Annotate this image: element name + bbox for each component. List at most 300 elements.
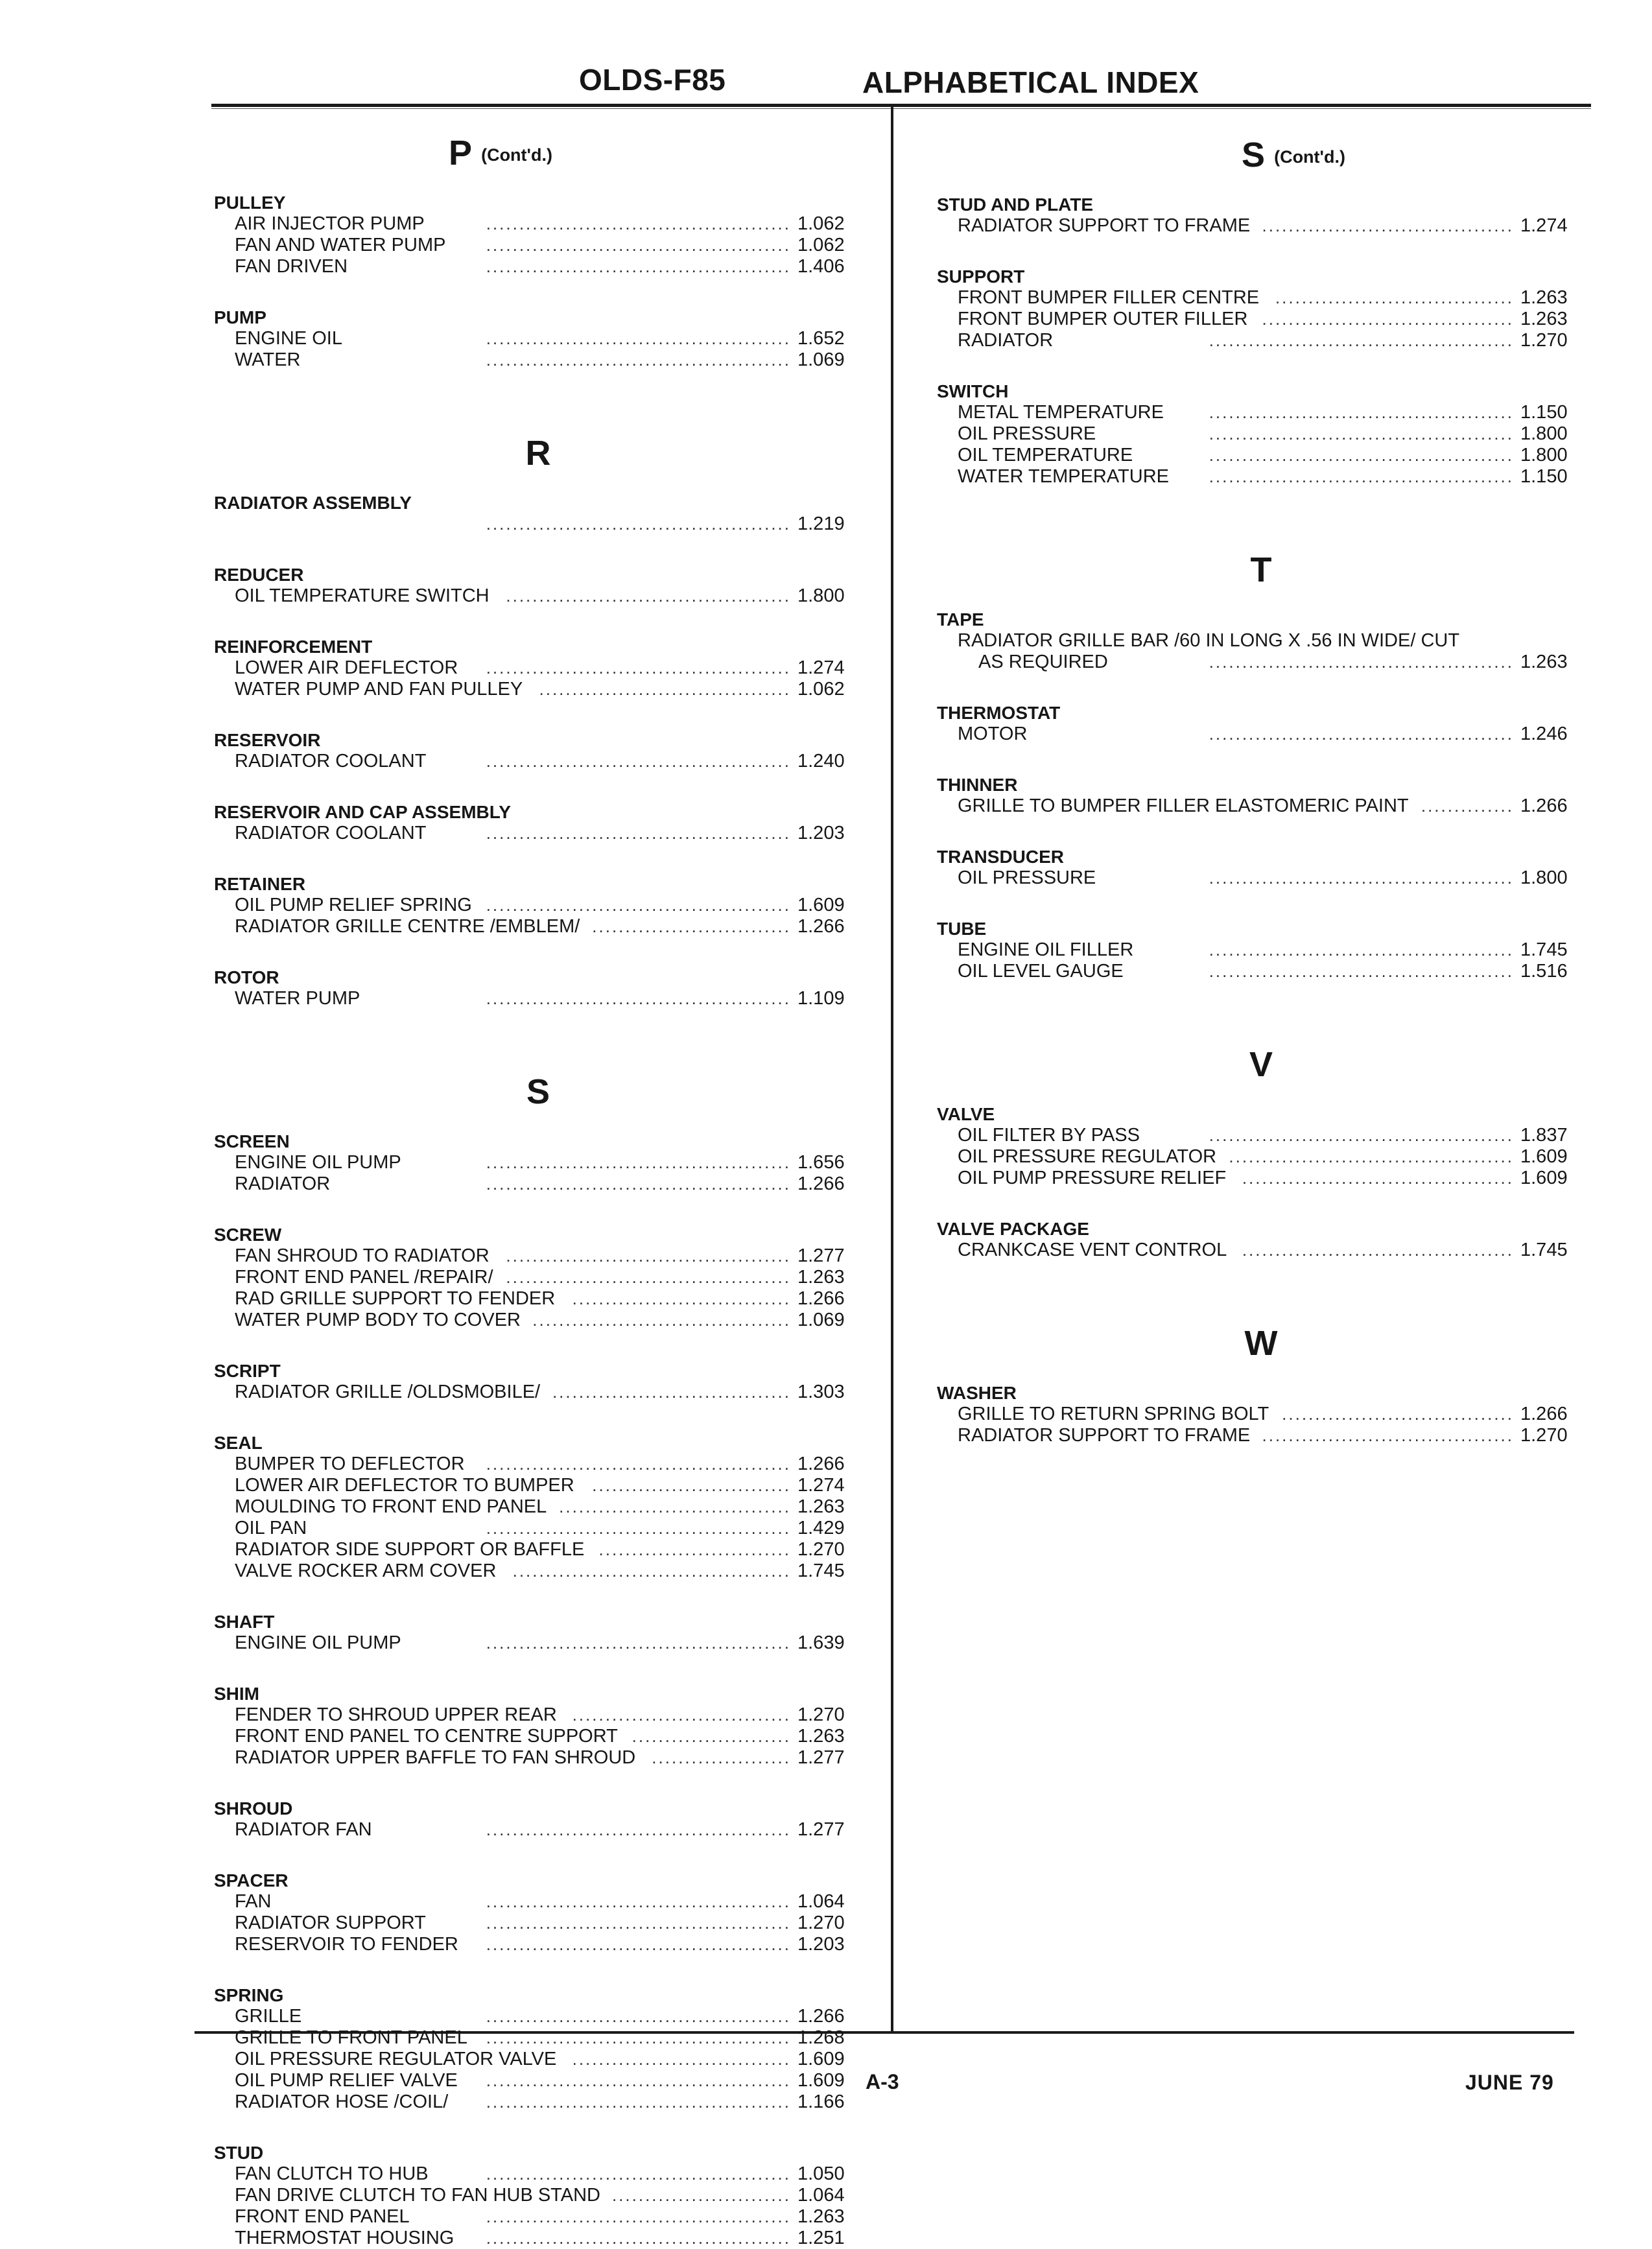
index-group bbox=[214, 1985, 862, 2113]
entry-label: RAD GRILLE SUPPORT TO FENDER bbox=[235, 1288, 556, 1309]
index-group bbox=[214, 493, 862, 535]
entry-label: ENGINE OIL PUMP bbox=[235, 1632, 401, 1653]
index-entry bbox=[937, 1125, 1585, 1146]
leader-dots: ...................................... bbox=[1262, 1426, 1514, 1445]
index-entry bbox=[214, 2049, 862, 2070]
index-entry bbox=[214, 1819, 862, 1841]
index-entry bbox=[214, 2070, 862, 2091]
group-title: PUMP bbox=[214, 307, 266, 327]
index-group bbox=[937, 847, 1585, 889]
section-spacer bbox=[214, 1009, 862, 1072]
index-entry bbox=[214, 823, 862, 844]
group-spacer bbox=[214, 937, 862, 967]
entry-page-number: 1.800 bbox=[1520, 445, 1568, 465]
group-title: THERMOSTAT bbox=[937, 703, 1061, 723]
group-title: SCRIPT bbox=[214, 1361, 281, 1381]
entry-label: BUMPER TO DEFLECTOR bbox=[235, 1454, 465, 1474]
index-group bbox=[214, 1361, 862, 1403]
header-right-title: ALPHABETICAL INDEX bbox=[862, 65, 1199, 99]
entry-page-number: 1.203 bbox=[797, 823, 845, 843]
leader-dots: ....................................... bbox=[532, 1310, 791, 1330]
entry-page-number: 1.303 bbox=[797, 1382, 845, 1402]
entry-page-number: 1.429 bbox=[797, 1518, 845, 1538]
leader-dots: .............................................. bbox=[486, 2007, 791, 2026]
leader-dots: ................................. bbox=[572, 2049, 791, 2069]
entry-label: FENDER TO SHROUD UPPER REAR bbox=[235, 1704, 557, 1725]
leader-dots: ......................................... bbox=[1242, 1240, 1514, 1260]
entry-page-number: 1.203 bbox=[797, 1934, 845, 1955]
index-entry bbox=[214, 1726, 862, 1747]
entry-page-number: 1.270 bbox=[797, 1704, 845, 1725]
right-index-column bbox=[937, 135, 1585, 1446]
entry-page-number: 1.266 bbox=[1520, 1404, 1568, 1424]
entry-page-number: 1.069 bbox=[797, 1310, 845, 1330]
index-entry bbox=[214, 1747, 862, 1769]
index-entry bbox=[214, 2228, 862, 2249]
section-letter-text: S bbox=[526, 1072, 550, 1111]
group-title: RADIATOR ASSEMBLY bbox=[214, 493, 412, 513]
section-spacer bbox=[937, 982, 1585, 1044]
index-entry bbox=[214, 328, 862, 349]
entry-page-number: 1.219 bbox=[797, 513, 845, 534]
leader-dots: ........................................... bbox=[506, 586, 791, 606]
entry-label: RADIATOR bbox=[958, 330, 1054, 351]
entry-page-number: 1.745 bbox=[797, 1560, 845, 1581]
entry-label: AS REQUIRED bbox=[978, 652, 1108, 672]
leader-dots: .............................................. bbox=[486, 1454, 791, 1474]
index-group bbox=[937, 1383, 1585, 1446]
entry-page-number: 1.800 bbox=[1520, 423, 1568, 444]
entry-page-number: 1.609 bbox=[1520, 1146, 1568, 1167]
entry-page-number: 1.277 bbox=[797, 1747, 845, 1768]
index-entry bbox=[214, 1288, 862, 1310]
leader-dots: .............................................. bbox=[486, 658, 791, 677]
index-entry bbox=[214, 679, 862, 700]
section-letter-text: S bbox=[1242, 135, 1266, 174]
entry-label: FAN SHROUD TO RADIATOR bbox=[235, 1245, 490, 1266]
entry-page-number: 1.745 bbox=[1520, 1240, 1568, 1260]
leader-dots: ............................. bbox=[598, 1540, 791, 1559]
entry-label: RADIATOR SUPPORT TO FRAME bbox=[958, 1425, 1251, 1446]
index-group bbox=[214, 874, 862, 937]
section-spacer bbox=[937, 488, 1585, 550]
entry-label: FAN DRIVE CLUTCH TO FAN HUB STAND bbox=[235, 2185, 600, 2206]
index-entry bbox=[214, 235, 862, 256]
left-index-column bbox=[214, 133, 862, 2249]
leader-dots: ................................... bbox=[1282, 1404, 1514, 1424]
entry-label: OIL FILTER BY PASS bbox=[958, 1125, 1140, 1146]
group-spacer bbox=[214, 607, 862, 637]
section-letter bbox=[937, 1044, 1585, 1085]
entry-page-number: 1.800 bbox=[797, 585, 845, 606]
index-entry bbox=[214, 657, 862, 679]
section-spacer bbox=[214, 371, 862, 433]
group-title: SCREEN bbox=[214, 1131, 290, 1151]
group-spacer bbox=[214, 1841, 862, 1870]
entry-label: OIL PUMP PRESSURE RELIEF bbox=[958, 1168, 1227, 1188]
leader-dots: ................................. bbox=[572, 1705, 791, 1725]
entry-label: OIL TEMPERATURE SWITCH bbox=[235, 585, 490, 606]
index-group bbox=[214, 1684, 862, 1769]
entry-page-number: 1.263 bbox=[1520, 287, 1568, 308]
entry-page-number: 1.263 bbox=[797, 1496, 845, 1517]
leader-dots: .................................... bbox=[552, 1382, 791, 1402]
entry-page-number: 1.150 bbox=[1520, 402, 1568, 423]
entry-page-number: 1.274 bbox=[1520, 215, 1568, 236]
entry-page-number: 1.274 bbox=[797, 1475, 845, 1496]
entry-label: ENGINE OIL bbox=[235, 328, 342, 349]
leader-dots: .............................................. bbox=[486, 257, 791, 276]
index-entry bbox=[214, 2027, 862, 2049]
entry-label: OIL PRESSURE REGULATOR VALVE bbox=[235, 2049, 557, 2069]
leader-dots: ...................................... bbox=[1262, 309, 1514, 329]
leader-dots: .............................................. bbox=[1209, 424, 1514, 443]
entry-page-number: 1.270 bbox=[797, 1913, 845, 1933]
index-group bbox=[214, 1798, 862, 1841]
index-entry bbox=[214, 1267, 862, 1288]
leader-dots: .............................................. bbox=[1209, 652, 1514, 672]
index-entry bbox=[937, 402, 1585, 423]
group-spacer bbox=[937, 745, 1585, 775]
entry-page-number: 1.609 bbox=[797, 895, 845, 915]
leader-dots: .......................................... bbox=[512, 1561, 791, 1581]
group-title: SPACER bbox=[214, 1870, 289, 1890]
entry-page-number: 1.246 bbox=[1520, 724, 1568, 744]
entry-page-number: 1.150 bbox=[1520, 466, 1568, 487]
index-entry bbox=[214, 1454, 862, 1475]
header-left-title: OLDS-F85 bbox=[579, 63, 726, 97]
leader-dots: .............................................. bbox=[1209, 467, 1514, 486]
entry-label: RADIATOR FAN bbox=[235, 1819, 372, 1840]
index-entry bbox=[214, 1704, 862, 1726]
leader-dots: .............................................. bbox=[1209, 445, 1514, 465]
leader-dots: .............................................. bbox=[486, 2071, 791, 2090]
group-title: STUD bbox=[214, 2143, 264, 2163]
entry-page-number: 1.263 bbox=[797, 1726, 845, 1747]
section-spacer bbox=[937, 1261, 1585, 1323]
index-entry bbox=[937, 309, 1585, 330]
entry-label: OIL PAN bbox=[235, 1518, 307, 1538]
index-entry bbox=[937, 1146, 1585, 1168]
index-entry bbox=[937, 423, 1585, 445]
index-entry bbox=[214, 916, 862, 937]
group-title: RESERVOIR AND CAP ASSEMBLY bbox=[214, 802, 511, 822]
group-title: SCREW bbox=[214, 1225, 282, 1245]
group-title: SEAL bbox=[214, 1433, 263, 1453]
group-spacer bbox=[214, 1769, 862, 1798]
group-title: SWITCH bbox=[937, 381, 1009, 401]
entry-page-number: 1.109 bbox=[797, 988, 845, 1009]
section-letter bbox=[214, 433, 862, 473]
entry-label: RADIATOR SUPPORT bbox=[235, 1913, 426, 1933]
entry-page-number: 1.263 bbox=[1520, 652, 1568, 672]
index-group bbox=[214, 637, 862, 700]
entry-label: MOTOR bbox=[958, 724, 1028, 744]
index-group bbox=[214, 1225, 862, 1331]
entry-page-number: 1.270 bbox=[1520, 1425, 1568, 1446]
group-spacer bbox=[214, 277, 862, 307]
group-title: SHIM bbox=[214, 1684, 259, 1704]
group-title: ROTOR bbox=[214, 967, 279, 987]
group-spacer bbox=[214, 1195, 862, 1225]
group-title: VALVE bbox=[937, 1104, 995, 1124]
entry-page-number: 1.609 bbox=[1520, 1168, 1568, 1188]
index-entry bbox=[214, 513, 862, 535]
leader-dots: .............................................. bbox=[486, 2028, 791, 2047]
index-entry bbox=[937, 867, 1585, 889]
leader-dots: .............................................. bbox=[486, 329, 791, 348]
group-title: THINNER bbox=[937, 775, 1018, 795]
entry-page-number: 1.268 bbox=[797, 2027, 845, 2048]
entry-label: FRONT END PANEL /REPAIR/ bbox=[235, 1267, 493, 1288]
leader-dots: .............................................. bbox=[486, 1820, 791, 1839]
index-entry bbox=[214, 213, 862, 235]
entry-page-number: 1.270 bbox=[797, 1539, 845, 1560]
section-letter bbox=[937, 1323, 1585, 1363]
entry-label: WATER PUMP AND FAN PULLEY bbox=[235, 679, 523, 700]
letter-spacer bbox=[937, 1085, 1585, 1104]
index-group bbox=[937, 1219, 1585, 1261]
index-entry bbox=[937, 287, 1585, 309]
index-group bbox=[214, 2143, 862, 2249]
leader-dots: .............................................. bbox=[1209, 724, 1514, 744]
letter-spacer bbox=[214, 173, 862, 193]
index-entry bbox=[214, 895, 862, 916]
header-rule-thin bbox=[211, 108, 1591, 109]
entry-label: OIL PRESSURE bbox=[958, 867, 1096, 888]
leader-dots: ........................................... bbox=[506, 1246, 791, 1266]
index-group bbox=[937, 703, 1585, 745]
entry-page-number: 1.062 bbox=[797, 235, 845, 255]
entry-page-number: 1.263 bbox=[797, 2206, 845, 2227]
index-entry bbox=[214, 2163, 862, 2185]
entry-label: OIL LEVEL GAUGE bbox=[958, 961, 1124, 982]
index-group bbox=[214, 967, 862, 1009]
section-letter bbox=[139, 133, 862, 173]
index-entry bbox=[937, 939, 1585, 961]
leader-dots: .............................................. bbox=[486, 751, 791, 771]
section-letter-text: T bbox=[1250, 550, 1272, 589]
index-entry bbox=[214, 2091, 862, 2113]
column-divider bbox=[891, 104, 893, 2034]
section-continued: (Cont'd.) bbox=[1274, 147, 1345, 167]
entry-page-number: 1.800 bbox=[1520, 867, 1568, 888]
entry-page-number: 1.069 bbox=[797, 349, 845, 370]
leader-dots: ...................................... bbox=[1262, 216, 1514, 235]
index-group bbox=[214, 1433, 862, 1582]
entry-label: FAN DRIVEN bbox=[235, 256, 348, 277]
group-spacer bbox=[214, 2113, 862, 2143]
group-title: TUBE bbox=[937, 919, 987, 939]
entry-label: RADIATOR bbox=[235, 1173, 331, 1194]
group-spacer bbox=[214, 535, 862, 565]
letter-spacer bbox=[937, 175, 1585, 194]
group-title: PULLEY bbox=[214, 193, 286, 213]
group-spacer bbox=[214, 1955, 862, 1985]
leader-dots: .............................................. bbox=[486, 1913, 791, 1933]
entry-page-number: 1.652 bbox=[797, 328, 845, 349]
entry-label: RADIATOR GRILLE /OLDSMOBILE/ bbox=[235, 1382, 541, 1402]
letter-spacer bbox=[214, 473, 862, 493]
page-number: A-3 bbox=[866, 2070, 899, 2093]
entry-page-number: 1.266 bbox=[797, 1454, 845, 1474]
group-title: TAPE bbox=[937, 609, 984, 630]
index-group bbox=[214, 1870, 862, 1955]
index-entry bbox=[937, 961, 1585, 982]
index-group bbox=[937, 194, 1585, 237]
group-spacer bbox=[937, 673, 1585, 703]
index-group bbox=[937, 919, 1585, 982]
entry-label: RADIATOR UPPER BAFFLE TO FAN SHROUD bbox=[235, 1747, 636, 1768]
group-spacer bbox=[214, 1403, 862, 1433]
entry-page-number: 1.277 bbox=[797, 1819, 845, 1840]
entry-label: RADIATOR GRILLE CENTRE /EMBLEM/ bbox=[235, 916, 580, 937]
index-entry bbox=[937, 330, 1585, 351]
letter-spacer bbox=[937, 1363, 1585, 1383]
group-spacer bbox=[214, 700, 862, 730]
index-group bbox=[214, 193, 862, 277]
leader-dots: .............................................. bbox=[1209, 940, 1514, 960]
index-group bbox=[214, 802, 862, 844]
group-spacer bbox=[214, 1654, 862, 1684]
entry-page-number: 1.656 bbox=[797, 1152, 845, 1173]
group-spacer bbox=[937, 889, 1585, 919]
group-spacer bbox=[937, 1189, 1585, 1219]
entry-page-number: 1.270 bbox=[1520, 330, 1568, 351]
entry-page-number: 1.609 bbox=[797, 2049, 845, 2069]
entry-label: ENGINE OIL PUMP bbox=[235, 1152, 401, 1173]
leader-dots: ........................... bbox=[611, 2185, 791, 2205]
entry-page-number: 1.266 bbox=[1520, 795, 1568, 816]
group-spacer bbox=[214, 1582, 862, 1612]
leader-dots: .............................................. bbox=[486, 2228, 791, 2248]
group-spacer bbox=[937, 237, 1585, 266]
section-letter bbox=[937, 550, 1585, 590]
leader-dots: .............................................. bbox=[486, 2092, 791, 2112]
index-entry bbox=[214, 1560, 862, 1582]
index-group bbox=[214, 1131, 862, 1195]
leader-dots: .................................... bbox=[1275, 288, 1514, 307]
index-entry bbox=[214, 1913, 862, 1934]
entry-label: GRILLE TO FRONT PANEL bbox=[235, 2027, 467, 2048]
leader-dots: ........................ bbox=[631, 1726, 791, 1746]
leader-dots: ..................... bbox=[652, 1748, 791, 1767]
leader-dots: .............................................. bbox=[486, 2164, 791, 2184]
index-group bbox=[214, 1612, 862, 1654]
entry-page-number: 1.406 bbox=[797, 256, 845, 277]
entry-label: METAL TEMPERATURE bbox=[958, 402, 1164, 423]
leader-dots: .............................................. bbox=[1209, 1125, 1514, 1145]
letter-spacer bbox=[214, 1112, 862, 1131]
letter-spacer bbox=[937, 590, 1585, 609]
leader-dots: .............................................. bbox=[486, 214, 791, 233]
index-entry bbox=[214, 1496, 862, 1518]
entry-label: OIL TEMPERATURE bbox=[958, 445, 1133, 465]
entry-page-number: 1.266 bbox=[797, 1288, 845, 1309]
leader-dots: .............................................. bbox=[486, 1633, 791, 1653]
entry-page-number: 1.516 bbox=[1520, 961, 1568, 982]
entry-label: WATER PUMP BODY TO COVER bbox=[235, 1310, 521, 1330]
index-group bbox=[937, 266, 1585, 351]
entry-page-number: 1.266 bbox=[797, 2006, 845, 2027]
leader-dots: .............................................. bbox=[486, 1153, 791, 1172]
index-group bbox=[937, 609, 1585, 673]
entry-label: ENGINE OIL FILLER bbox=[958, 939, 1134, 960]
leader-dots: .............................. bbox=[592, 1476, 791, 1495]
leader-dots: .............................................. bbox=[486, 514, 791, 534]
index-entry bbox=[937, 1404, 1585, 1425]
entry-page-number: 1.266 bbox=[797, 1173, 845, 1194]
index-entry bbox=[214, 1539, 862, 1560]
leader-dots: .............................................. bbox=[486, 350, 791, 370]
group-title: REINFORCEMENT bbox=[214, 637, 373, 657]
entry-label: LOWER AIR DEFLECTOR TO BUMPER bbox=[235, 1475, 574, 1496]
section-letter-text: V bbox=[1249, 1045, 1273, 1084]
group-spacer bbox=[214, 844, 862, 874]
leader-dots: .............................................. bbox=[486, 1892, 791, 1911]
index-group bbox=[937, 775, 1585, 817]
group-title: TRANSDUCER bbox=[937, 847, 1064, 867]
section-letter-text: R bbox=[525, 434, 551, 473]
index-entry bbox=[937, 1425, 1585, 1446]
group-title: WASHER bbox=[937, 1383, 1017, 1403]
entry-page-number: 1.064 bbox=[797, 1891, 845, 1912]
entry-label: RADIATOR SIDE SUPPORT OR BAFFLE bbox=[235, 1539, 585, 1560]
index-entry bbox=[214, 1382, 862, 1403]
index-entry bbox=[937, 1168, 1585, 1189]
section-letter bbox=[1002, 135, 1585, 175]
entry-label: CRANKCASE VENT CONTROL bbox=[958, 1240, 1227, 1260]
leader-dots: ...................................... bbox=[539, 679, 791, 699]
index-entry bbox=[214, 2206, 862, 2228]
index-entry bbox=[214, 1245, 862, 1267]
index-entry bbox=[937, 445, 1585, 466]
entry-label: RADIATOR SUPPORT TO FRAME bbox=[958, 215, 1251, 236]
index-group bbox=[214, 307, 862, 371]
group-title: SPRING bbox=[214, 1985, 284, 2005]
revision-date: JUNE 79 bbox=[1465, 2071, 1554, 2094]
entry-page-number: 1.639 bbox=[797, 1632, 845, 1653]
index-entry bbox=[214, 988, 862, 1009]
entry-label: FAN CLUTCH TO HUB bbox=[235, 2163, 429, 2184]
group-title: SHAFT bbox=[214, 1612, 275, 1632]
section-continued: (Cont'd.) bbox=[481, 145, 552, 165]
index-entry bbox=[214, 1934, 862, 1955]
entry-label: FRONT BUMPER OUTER FILLER bbox=[958, 309, 1248, 329]
index-group bbox=[937, 1104, 1585, 1189]
entry-page-number: 1.240 bbox=[797, 751, 845, 771]
index-entry bbox=[937, 466, 1585, 488]
entry-page-number: 1.064 bbox=[797, 2185, 845, 2206]
entry-page-number: 1.251 bbox=[797, 2228, 845, 2248]
entry-label: WATER PUMP bbox=[235, 988, 360, 1009]
index-entry bbox=[214, 1475, 862, 1496]
leader-dots: ................................... bbox=[559, 1497, 791, 1516]
leader-dots: .............................................. bbox=[486, 895, 791, 915]
leader-dots: .............................................. bbox=[486, 235, 791, 255]
leader-dots: ........................................... bbox=[506, 1267, 791, 1287]
leader-dots: .............................................. bbox=[486, 989, 791, 1008]
leader-dots: .............................................. bbox=[486, 1174, 791, 1194]
entry-page-number: 1.274 bbox=[797, 657, 845, 678]
entry-page-number: 1.277 bbox=[797, 1245, 845, 1266]
section-letter-text: P bbox=[449, 134, 473, 172]
index-entry bbox=[937, 724, 1585, 745]
index-entry bbox=[214, 751, 862, 772]
entry-label: FAN bbox=[235, 1891, 272, 1912]
entry-label: THERMOSTAT HOUSING bbox=[235, 2228, 454, 2248]
index-entry bbox=[214, 1173, 862, 1195]
